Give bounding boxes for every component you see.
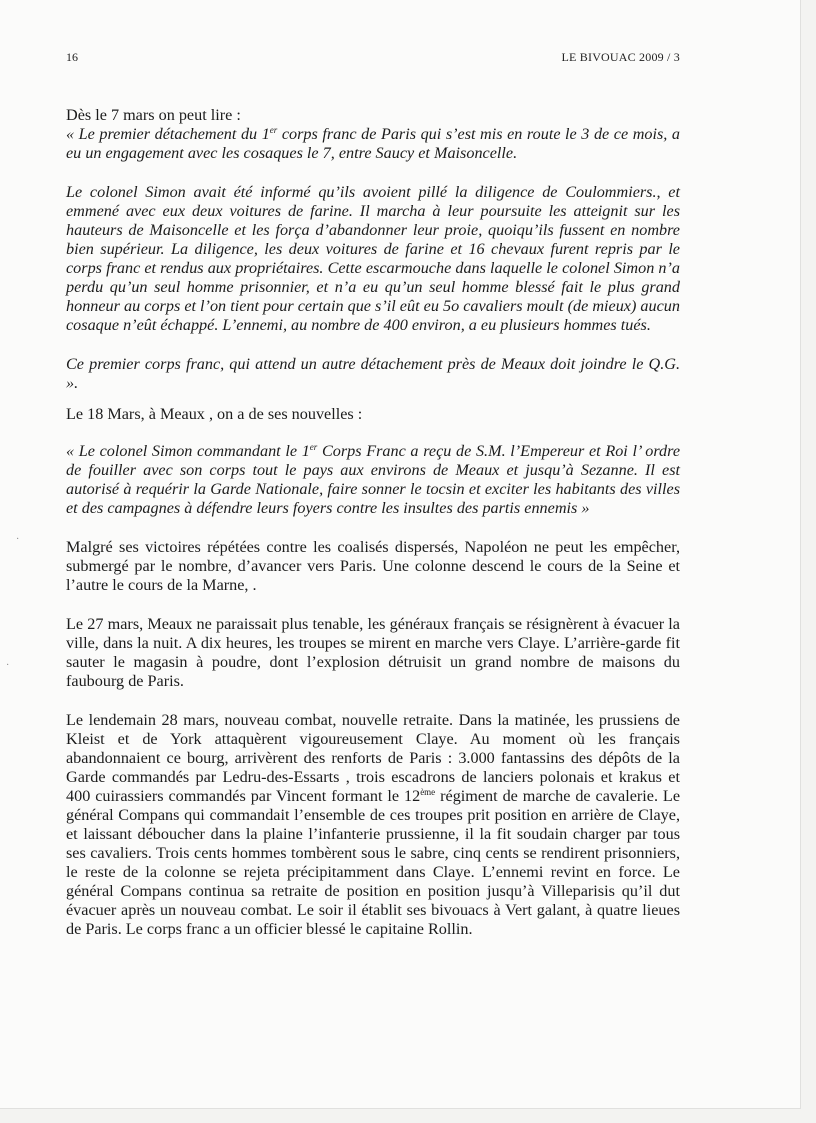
superscript: ème — [420, 787, 436, 797]
quote-text: « Le premier détachement du 1 — [66, 125, 270, 143]
superscript: er — [309, 442, 318, 452]
superscript: er — [269, 125, 278, 135]
news-line: Le 18 Mars, à Meaux , on a de ses nouvelles : — [66, 405, 363, 423]
quote-text: « Le colonel Simon commandant le 1 — [66, 442, 310, 460]
scan-speck: · — [16, 534, 20, 545]
paragraph-napoleon: Malgré ses victoires répétées contre les coalisés dispersés, Napoléon ne peut les empêcher, submergé par le nombre, d’avancer vers Paris. Une colonne descend le cours de la Seine et l’autre le cours de la Marne, . — [66, 538, 680, 594]
paragraph-text: régiment de marche de cavalerie. Le général Compans qui commandait l’ensemble de ces troupes prit position en arrière de Claye, et laissant déboucher dans la plaine l’infanterie prussienne, il la fit soudain charger par tous ses cavaliers. Trois cents hommes tombèrent sous le sabre, cinq cents se rendirent prisonniers, le reste de la colonne se rejeta précipitamment dans Claye. L’ennemi revint en force. Le général Compans continua sa retraite de position en position jusqu’à Villeparisis qu’il dut évacuer après un nouveau combat. Le soir il établit ses bivouacs à Vert galant, à quatre lieues de Paris. Le corps franc a un officier blessé le capitaine Rollin. — [66, 787, 680, 938]
quote-paragraph-2: Le colonel Simon avait été informé qu’ils avoient pillé la diligence de Coulommiers., et emmené avec eux deux voitures de farine. Il marcha à leur poursuite les atteignit sur les hauteurs de Maisoncelle et les força d’abandonner leur proie, quoiqu’ils fussent en nombre bien supérieur. La diligence, les deux voitures de farine et 16 chevaux furent repris par le corps franc et rendus aux propriétaires. Cette escarmouche dans laquelle le colonel Simon n’a perdu qu’un seul homme prisonnier, et n’a eu qu’un seul homme blessé fait le plus grand honneur au corps et l’on tient pour certain que s’il eût eu 5o cavaliers moult (de mieux) aucun cosaque n’eût échappé. L’ennemi, au nombre de 400 environ, a eu plusieurs hommes tués. — [66, 183, 680, 334]
paragraph-27-mars: Le 27 mars, Meaux ne paraissait plus tenable, les généraux français se résignèrent à évacuer la ville, dans la nuit. A dix heures, les troupes se mirent en marche vers Claye. L’arrière-garde fit sauter le magasin à poudre, dont l’explosion détruisit un grand nombre de maisons du faubourg de Paris. — [66, 615, 680, 690]
intro-line: Dès le 7 mars on peut lire : — [66, 106, 241, 124]
page-number: 16 — [66, 50, 78, 64]
running-title: LE BIVOUAC 2009 / 3 — [561, 50, 680, 64]
quote-paragraph-3: Ce premier corps franc, qui attend un autre détachement près de Meaux doit joindre le Q.G. ». — [66, 355, 680, 392]
quote-paragraph-4 — [66, 442, 680, 518]
quote-text: corps franc de Paris qui s’est mis en route le 3 de ce mois, a eu un engagement avec les cosaques le 7, entre Saucy et Maisoncelle. — [66, 125, 680, 162]
paragraph-text: Le lendemain 28 mars, nouveau combat, nouvelle retraite. Dans la matinée, les prussiens de Kleist et de York attaquèrent vigoureusement Claye. Au moment où les français abandonnaient ce bourg, arrivèrent des renforts de Paris : 3.000 fantassins des dépôts de la Garde commandés par Ledru-des-Essarts , trois escadrons de lanciers polonais et krakus et 400 cuirassiers commandés par Vincent formant le 12 — [66, 711, 680, 805]
scan-speck: · — [6, 660, 10, 671]
article-body — [66, 106, 680, 939]
quote-paragraph-1 — [66, 125, 680, 163]
quote-text: Corps Franc a reçu de S.M. l’Empereur et Roi l’ ordre de fouiller avec son corps tout le pays aux environs de Meaux et jusqu’à Sezanne. Il est autorisé à requérir la Garde Nationale, faire sonner le tocsin et exciter les habitants des villes et des campagnes à défendre leurs foyers contre les insultes des partis ennemis » — [66, 442, 680, 517]
paragraph-28-mars — [66, 711, 680, 939]
